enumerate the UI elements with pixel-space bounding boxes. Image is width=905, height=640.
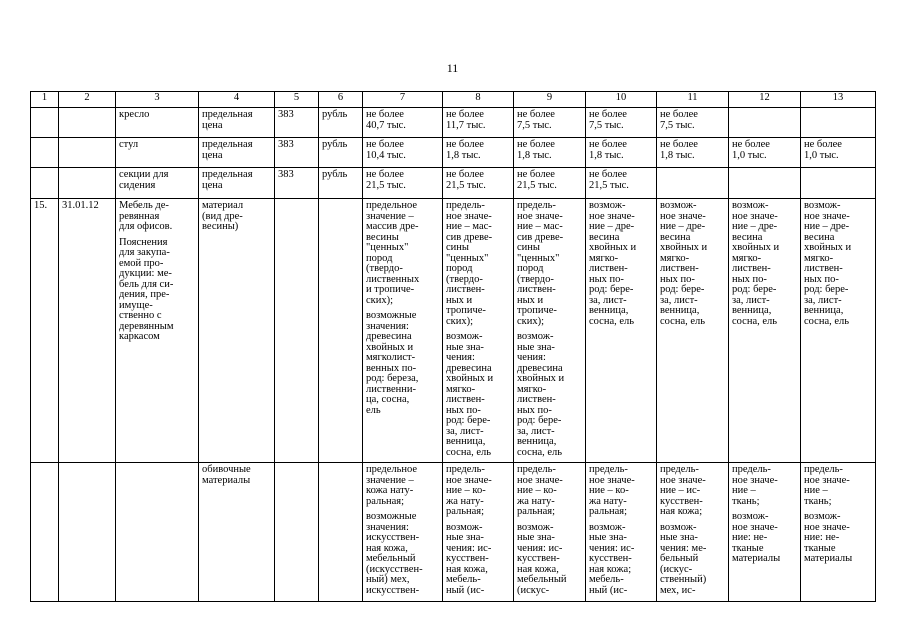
table-cell: стул — [116, 138, 199, 168]
header-cell: 12 — [729, 92, 801, 108]
table-cell — [31, 168, 59, 199]
table-cell: не более 21,5 тыс. — [586, 168, 657, 199]
table-cell: предельная цена — [199, 108, 275, 138]
possible-values: возмож- ные зна- чения: древесина хвойных и мягко- листвен- ных по- род: бере- за, лист- венница, сосна, ель — [517, 331, 565, 458]
table-cell — [657, 463, 729, 602]
possible-values: возмож- ные зна- чения: ис- кусствен- ная кожа; мебель- ный (ис- — [589, 521, 635, 596]
table-cell: обивочные материалы — [199, 463, 275, 602]
possible-values: возможные значения: искусствен- ная кожа, мебельный (искусствен- ный) мех, искусствен- — [366, 511, 423, 596]
table-cell — [729, 168, 801, 199]
table-cell — [514, 463, 586, 602]
table-cell: рубль — [319, 108, 363, 138]
table-cell — [59, 168, 116, 199]
table-cell: не более 1,8 тыс. — [514, 138, 586, 168]
header-cell: 13 — [801, 92, 876, 108]
header-cell: 4 — [199, 92, 275, 108]
table-cell: рубль — [319, 138, 363, 168]
table-cell: возмож- ное значе- ние – дре- весина хвойных и мягко- листвен- ных по- род: бере- за, лист- венница, сосна, ель — [801, 199, 876, 463]
product-explanation: Пояснения для закупа- емой про- дукции: ме- бель для си- дения, пре- имуще- ственно с деревянным каркасом — [119, 236, 174, 342]
table-cell — [729, 463, 801, 602]
table-cell — [59, 138, 116, 168]
table-cell: не более 7,5 тыс. — [514, 108, 586, 138]
table-cell — [275, 199, 319, 463]
limit-value: предель- ное значе- ние – мас- сив древе- сины "ценных" пород (твердо- листвен- ных и тропиче- ских); — [446, 200, 493, 327]
table-cell — [275, 463, 319, 602]
table-row — [31, 199, 876, 463]
table-cell — [657, 168, 729, 199]
code-cell: 31.01.12 — [59, 199, 116, 463]
table-cell: не более 1,8 тыс. — [443, 138, 514, 168]
header-cell: 1 — [31, 92, 59, 108]
table-cell — [801, 168, 876, 199]
possible-values: возмож- ное значе- ние: не- тканые материалы — [804, 511, 853, 564]
table-row — [31, 168, 876, 199]
table-row — [31, 463, 876, 602]
table-cell: 383 — [275, 168, 319, 199]
table-cell — [801, 463, 876, 602]
possible-values: возмож- ные зна- чения: древесина хвойных и мягко- листвен- ных по- род: бере- за, лист- венница, сосна, ель — [446, 331, 494, 458]
table-cell: не более 7,5 тыс. — [657, 108, 729, 138]
table-cell: возмож- ное значе- ние – дре- весина хвойных и мягко- листвен- ных по- род: бере- за, лист- венница, сосна, ель — [657, 199, 729, 463]
table-cell: возмож- ное значе- ние – дре- весина хвойных и мягко- листвен- ных по- род: бере- за, лист- венница, сосна, ель — [586, 199, 657, 463]
table-cell — [729, 108, 801, 138]
table-cell — [443, 199, 514, 463]
limit-value: предель- ное значе- ние – ко- жа нату- ральная; — [446, 464, 492, 517]
table-cell — [31, 138, 59, 168]
header-cell: 2 — [59, 92, 116, 108]
table-cell — [319, 199, 363, 463]
header-cell: 6 — [319, 92, 363, 108]
table-cell: кресло — [116, 108, 199, 138]
table-cell — [443, 463, 514, 602]
table-row — [31, 138, 876, 168]
table-cell — [116, 199, 199, 463]
possible-values: возмож- ные зна- чения: ис- кусствен- ная кожа, мебель- ный (ис- — [446, 521, 492, 596]
limit-value: предельное значение – массив дре- весины "ценных" пород (твердо- лиственных и тропиче- ских); — [366, 200, 420, 306]
header-cell: 10 — [586, 92, 657, 108]
table-cell — [31, 108, 59, 138]
table-cell: не более 21,5 тыс. — [514, 168, 586, 199]
header-cell: 11 — [657, 92, 729, 108]
table-cell: не более 7,5 тыс. — [586, 108, 657, 138]
limit-value: предель- ное значе- ние – ткань; — [732, 464, 778, 507]
header-cell: 5 — [275, 92, 319, 108]
table-cell — [59, 463, 116, 602]
table-cell: не более 10,4 тыс. — [363, 138, 443, 168]
table-cell: не более 1,8 тыс. — [586, 138, 657, 168]
table-cell — [514, 199, 586, 463]
table-cell: не более 21,5 тыс. — [363, 168, 443, 199]
table-cell — [59, 108, 116, 138]
header-cell: 7 — [363, 92, 443, 108]
header-row — [31, 92, 876, 108]
table-cell: не более 1,0 тыс. — [801, 138, 876, 168]
table-cell — [116, 463, 199, 602]
possible-values: возмож- ные зна- чения: ис- кусствен- ная кожа, мебельный (искус- — [517, 521, 567, 596]
page-number: 11 — [446, 61, 459, 75]
row-number-cell: 15. — [31, 199, 59, 463]
header-cell: 9 — [514, 92, 586, 108]
limit-value: предель- ное значе- ние – ко- жа нату- ральная; — [517, 464, 563, 517]
table-cell: секции для сидения — [116, 168, 199, 199]
header-cell: 8 — [443, 92, 514, 108]
table-cell: не более 40,7 тыс. — [363, 108, 443, 138]
limit-value: предель- ное значе- ние – ис- кусствен- ная кожа; — [660, 464, 706, 517]
table-cell: материал (вид дре- весины) — [199, 199, 275, 463]
limit-value: предельное значение – кожа нату- ральная; — [366, 464, 418, 507]
table-cell: предельная цена — [199, 168, 275, 199]
possible-values: возмож- ные зна- чения: ме- бельный (искус- ственный) мех, ис- — [660, 521, 707, 596]
table-cell: 383 — [275, 138, 319, 168]
table-cell: предельная цена — [199, 138, 275, 168]
table-row — [31, 108, 876, 138]
table-cell: рубль — [319, 168, 363, 199]
table-cell: не более 21,5 тыс. — [443, 168, 514, 199]
header-cell: 3 — [116, 92, 199, 108]
table-cell: не более 1,8 тыс. — [657, 138, 729, 168]
limit-value: предель- ное значе- ние – ко- жа нату- ральная; — [589, 464, 635, 517]
table-cell — [31, 463, 59, 602]
procurement-table — [30, 91, 876, 602]
table-cell — [363, 463, 443, 602]
limit-value: предель- ное значе- ние – ткань; — [804, 464, 850, 507]
table-cell — [363, 199, 443, 463]
product-name: Мебель де- ревянная для офисов. — [119, 200, 173, 232]
table-cell — [801, 108, 876, 138]
possible-values: возможные значения: древесина хвойных и мягколист- венных по- род: береза, лиственни- ца, сосна, ель — [366, 310, 419, 416]
table-cell — [319, 463, 363, 602]
table-cell — [586, 463, 657, 602]
table-cell: не более 1,0 тыс. — [729, 138, 801, 168]
table-cell: не более 11,7 тыс. — [443, 108, 514, 138]
limit-value: предель- ное значе- ние – мас- сив древе- сины "ценных" пород (твердо- листвен- ных и тропиче- ских); — [517, 200, 564, 327]
table-cell: возмож- ное значе- ние – дре- весина хвойных и мягко- листвен- ных по- род: бере- за, лист- венница, сосна, ель — [729, 199, 801, 463]
table-cell: 383 — [275, 108, 319, 138]
possible-values: возмож- ное значе- ние: не- тканые материалы — [732, 511, 781, 564]
